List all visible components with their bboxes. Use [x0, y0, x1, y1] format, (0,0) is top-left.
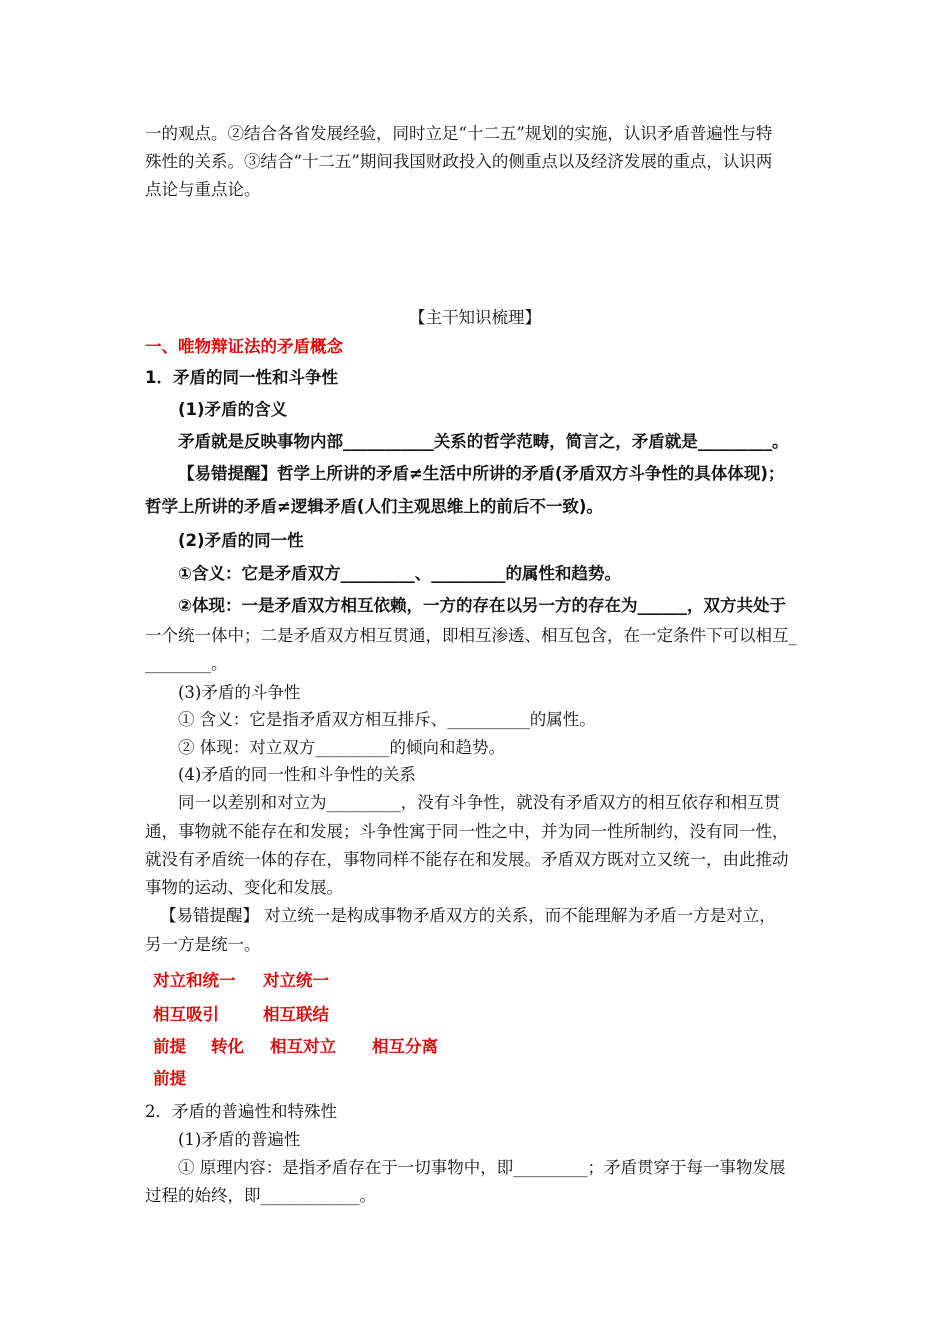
- answer: 前提: [153, 1037, 186, 1056]
- answer: 相互分离: [372, 1037, 438, 1056]
- tip2-line-2: 另一方是统一。: [145, 935, 261, 954]
- answer: 前提: [153, 1069, 186, 1088]
- s2-body-1: ②体现：一是矛盾双方相互依赖，一方的存在以另一方的存在为______，双方共处于: [178, 596, 786, 615]
- s2-body-2: 一个统一体中；二是矛盾双方相互贯通，即相互渗透、相互包含，在一定条件下可以相互_: [145, 626, 797, 645]
- p1-line-2: 过程的始终，即____________。: [145, 1186, 376, 1205]
- s2-definition: ①含义：它是矛盾双方_________、_________的属性和趋势。: [178, 564, 621, 583]
- answer: 对立和统一: [153, 971, 236, 990]
- s4-para-4: 事物的运动、变化和发展。: [145, 878, 343, 897]
- s1-text: 矛盾就是反映事物内部___________关系的哲学范畴，简言之，矛盾就是_________。: [178, 432, 789, 451]
- s2-title: (2)矛盾的同一性: [178, 531, 304, 550]
- tip1-line-1: 【易错提醒】哲学上所讲的矛盾≠生活中所讲的矛盾(矛盾双方斗争性的具体体现)；: [178, 464, 785, 483]
- answer: 相互对立: [270, 1037, 336, 1056]
- answer: 对立统一: [263, 971, 329, 990]
- tip2-line-1: 【易错提醒】 对立统一是构成事物矛盾双方的关系，而不能理解为矛盾一方是对立，: [160, 906, 776, 925]
- intro-line-3: 点论与重点论。: [145, 180, 261, 199]
- subsection-1-title: 1．矛盾的同一性和斗争性: [145, 368, 338, 387]
- p1-line-1: ① 原理内容：是指矛盾存在于一切事物中，即_________；矛盾贯穿于每一事物发展: [178, 1158, 786, 1177]
- tip1-line-2: 哲学上所讲的矛盾≠逻辑矛盾(人们主观思维上的前后不一致)。: [145, 497, 603, 516]
- s3-title: (3)矛盾的斗争性: [178, 683, 301, 702]
- s3-show: ② 体现：对立双方_________的倾向和趋势。: [178, 738, 505, 757]
- answer: 相互吸引: [153, 1005, 219, 1024]
- p1-title: (1)矛盾的普遍性: [178, 1130, 301, 1149]
- intro-line-2: 殊性的关系。③结合“十二五”期间我国财政投入的侧重点以及经济发展的重点，认识两: [145, 152, 773, 171]
- s2-body-3: ________。: [145, 654, 228, 673]
- part1-heading: 一、唯物辩证法的矛盾概念: [145, 337, 343, 356]
- s4-title: (4)矛盾的同一性和斗争性的关系: [178, 765, 416, 784]
- s1-title: (1)矛盾的含义: [178, 400, 288, 419]
- s4-para-2: 通，事物就不能存在和发展；斗争性寓于同一性之中，并为同一性所制约，没有同一性，: [145, 822, 789, 841]
- answer: 转化: [211, 1037, 244, 1056]
- s3-definition: ① 含义：它是指矛盾双方相互排斥、__________的属性。: [178, 710, 596, 729]
- s4-para-1: 同一以差别和对立为_________，没有斗争性，就没有矛盾双方的相互依存和相互贯: [178, 793, 781, 812]
- s4-para-3: 就没有矛盾统一体的存在，事物同样不能存在和发展。矛盾双方既对立又统一，由此推动: [145, 850, 789, 869]
- intro-line-1: 一的观点。②结合各省发展经验，同时立足“十二五”规划的实施，认识矛盾普遍性与特: [145, 124, 773, 143]
- answer: 相互联结: [263, 1005, 329, 1024]
- section-title: 【主干知识梳理】: [409, 308, 541, 327]
- subsection-2-title: 2．矛盾的普遍性和特殊性: [145, 1102, 337, 1121]
